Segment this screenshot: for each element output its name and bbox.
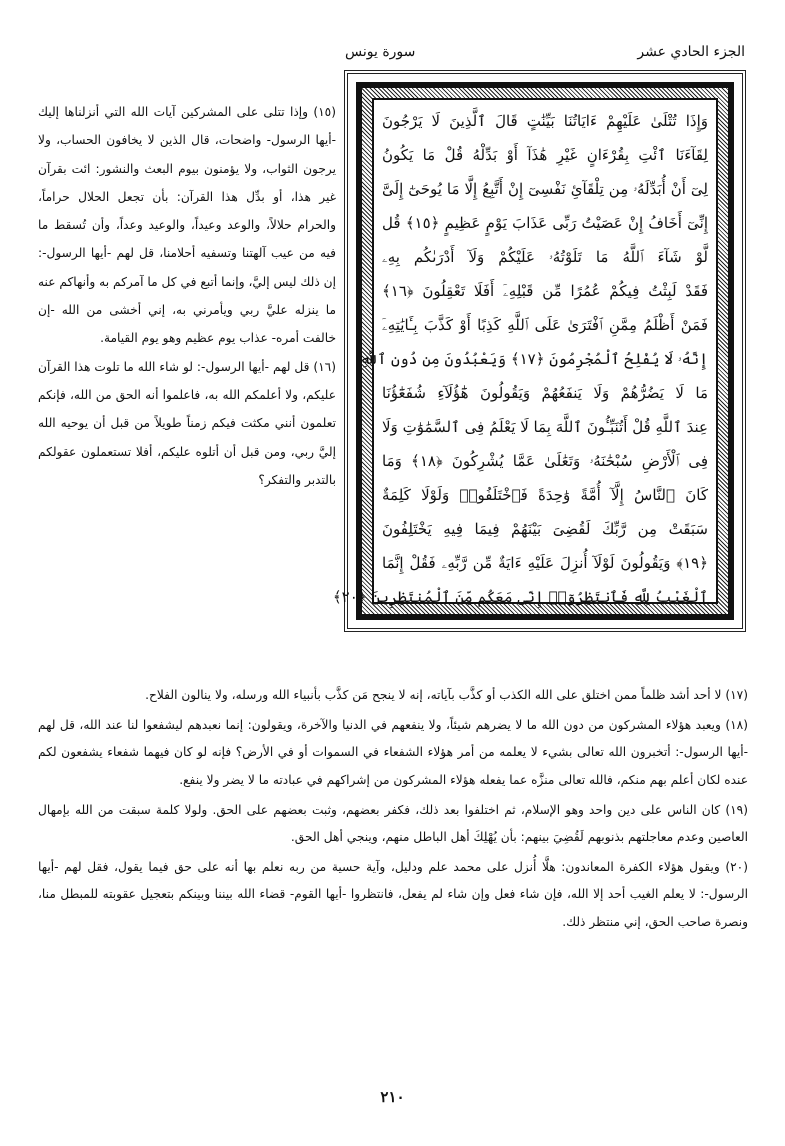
juz-title: الجزء الحادي عشر <box>637 44 745 60</box>
quran-line: وَإِذَا تُتْلَىٰ عَلَيْهِمْ ءَايَاتُنَا بَيِّنَٰتٍ قَالَ ٱلَّذِينَ لَا يَرْجُونَ <box>382 112 708 130</box>
quran-line: إِنِّىٓ أَخَافُ إِنْ عَصَيْتُ رَبِّى عَذَابَ يَوْمٍ عَظِيمٍ ﴿١٥﴾ قُل <box>382 214 708 232</box>
surah-title: سورة يونس <box>345 44 416 60</box>
quran-line: لَّوْ شَآءَ ٱللَّهُ مَا تَلَوْتُهُۥ عَلَيْكُمْ وَلَآ أَدْرَىٰكُم بِهِۦ <box>382 248 708 266</box>
quran-line: لِقَآءَنَا ٱئْتِ بِقُرْءَانٍ غَيْرِ هَٰذَآ أَوْ بَدِّلْهُ قُلْ مَا يَكُونُ <box>382 146 708 164</box>
quran-line: عِندَ ٱللَّهِ قُلْ أَتُنَبِّـُٔونَ ٱللَّهَ بِمَا لَا يَعْلَمُ فِى ٱلسَّمَٰوَٰتِ وَلَا <box>382 418 708 436</box>
quran-line: فَمَنْ أَظْلَمُ مِمَّنِ ٱفْتَرَىٰ عَلَى ٱللَّهِ كَذِبًا أَوْ كَذَّبَ بِـَٔايَٰتِهِۦٓ <box>382 316 708 334</box>
quran-line: فِى ٱلْأَرْضِ سُبْحَٰنَهُۥ وَتَعَٰلَىٰ عَمَّا يُشْرِكُونَ ﴿١٨﴾ وَمَا <box>382 452 708 470</box>
quran-frame <box>332 70 746 632</box>
quran-line: إِنَّهُۥ لَا يُفْلِحُ ٱلْمُجْرِمُونَ ﴿١٧﴾ وَيَعْبُدُونَ مِن دُونِ ٱللَّهِ <box>359 350 708 368</box>
quran-line: فَقَدْ لَبِثْتُ فِيكُمْ عُمُرًا مِّن قَبْلِهِۦٓ أَفَلَا تَعْقِلُونَ ﴿١٦﴾ <box>382 282 708 300</box>
tafsir-paragraph: (١٨) ويعبد هؤلاء المشركون من دون الله ما لا يضرهم شيئاً، ولا ينفعهم في الدنيا والآخرة، ويقولون: إنما نعبدهم ليشفعوا لنا عند الله، قل لهم -أيها الرسول-: أتخبرون الله تعالى بشيء لا يعلمه من أمر هؤلاء الشفعاء في السموات أو في الأرض؟ فإنه لو كان فيهما شفعاء يشفعون لكم عنده لكان أعلم بهم منكم، فالله تعالى منزَّه عما يفعله هؤلاء المشركون من إشراكهم في عبادته ما لا يضر ولا ينفع. <box>38 718 748 787</box>
quran-line: مَا لَا يَضُرُّهُمْ وَلَا يَنفَعُهُمْ وَيَقُولُونَ هَٰٓؤُلَآءِ شُفَعَٰٓؤُنَا <box>382 384 708 402</box>
tafsir-paragraph: (١٩) كان الناس على دين واحد وهو الإسلام، ثم اختلفوا بعد ذلك، فكفر بعضهم، وثبت بعضهم على الحق. ولولا كلمة سبقت من الله بإمهال العاصين وعدم معاجلتهم بذنوبهم لَقُضِيَ بينهم: بأن يُهْلِكَ أهل الباطل منهم، وينجي أهل الحق. <box>38 802 748 845</box>
tafsir-paragraph: (١٦) قل لهم -أيها الرسول-: لو شاء الله ما تلوت هذا القرآن عليكم، ولا أعلمكم الله به، فاعلموا أنه الحق من الله، فإنكم تعلمون أنني مكثت فيكم زمناً طويلاً من قبل أن يوحيه الله إليَّ ربي، ومن قبل أن أتلوه عليكم، أفلا تستعملون عقولكم بالتدبر والتفكر؟ <box>38 359 336 487</box>
quran-line: ٱلْغَيْبُ لِلَّهِ فَٱنتَظِرُوٓا۟ إِنِّى مَعَكُم مِّنَ ٱلْمُنتَظِرِينَ ﴿٢٠﴾ <box>332 588 708 606</box>
tafsir-paragraph: (١٥) وإذا تتلى على المشركين آيات الله التي أنزلناها إليك -أيها الرسول- واضحات، قال الذين لا يخافون الحساب، ولا يرجون الثواب، ولا يؤمنون بيوم البعث والنشور: ائت بقرآن غير هذا، أو بدِّل هذا القرآن: بأن تجعل الحلال حراماً، والحرام حلالاً، والوعد وعيداً، والوعيد وعداً، وأن تُسقط ما فيه من عيب آلهتنا وتسفيه أحلامنا، قل لهم -أيها الرسول-: إن ذلك ليس إليَّ، وإنما أتبع في كل ما آمركم به وأنهاكم عنه ما ينزله عليَّ ربي ويأمرني به، إني أخشى من الله -إن خالفت أمره- عذاب يوم عظيم وهو يوم القيامة. <box>38 105 336 346</box>
page-header <box>40 40 745 68</box>
ornamental-border <box>332 82 734 620</box>
quran-line: كَانَ ٱلنَّاسُ إِلَّآ أُمَّةً وَٰحِدَةً فَٱخْتَلَفُوا۟ وَلَوْلَا كَلِمَةٌ <box>382 486 708 504</box>
quran-line: لِىٓ أَنْ أُبَدِّلَهُۥ مِن تِلْقَآئِ نَفْسِىٓ إِنْ أَتَّبِعُ إِلَّا مَا يُوحَىٰٓ إِلَىَّ <box>382 180 708 198</box>
quran-line: سَبَقَتْ مِن رَّبِّكَ لَقُضِىَ بَيْنَهُمْ فِيمَا فِيهِ يَخْتَلِفُونَ <box>382 520 708 538</box>
quran-line: ﴿١٩﴾ وَيَقُولُونَ لَوْلَآ أُنزِلَ عَلَيْهِ ءَايَةٌ مِّن رَّبِّهِۦ فَقُلْ إِنَّمَا <box>382 554 708 572</box>
tafsir-full-width <box>38 682 748 939</box>
page-number: ٢١٠ <box>380 1088 405 1106</box>
quran-text-block <box>332 98 718 606</box>
tafsir-paragraph: (١٧) لا أحد أشد ظلماً ممن اختلق على الله الكذب أو كذَّب بآياته، إنه لا ينجح مَن كذَّب بأنبياء الله ورسله، ولا ينالون الفلاح. <box>145 688 748 702</box>
tafsir-paragraph: (٢٠) ويقول هؤلاء الكفرة المعاندون: هلَّا أُنزل على محمد علم ودليل، وآية حسية من ربه نعلم بها أنه على حق فيما يقول، فقل لهم -أيها الرسول-: لا يعلم الغيب أحد إلا الله، فإن شاء فعل وإن شاء لم يفعل، فانتظروا -أيها القوم- قضاء الله بيننا وبينكم بتعجيل عقوبته للمبطل منا، ونصرة صاحب الحق، إني منتظر ذلك. <box>38 860 748 929</box>
tafsir-side-column <box>38 98 336 494</box>
